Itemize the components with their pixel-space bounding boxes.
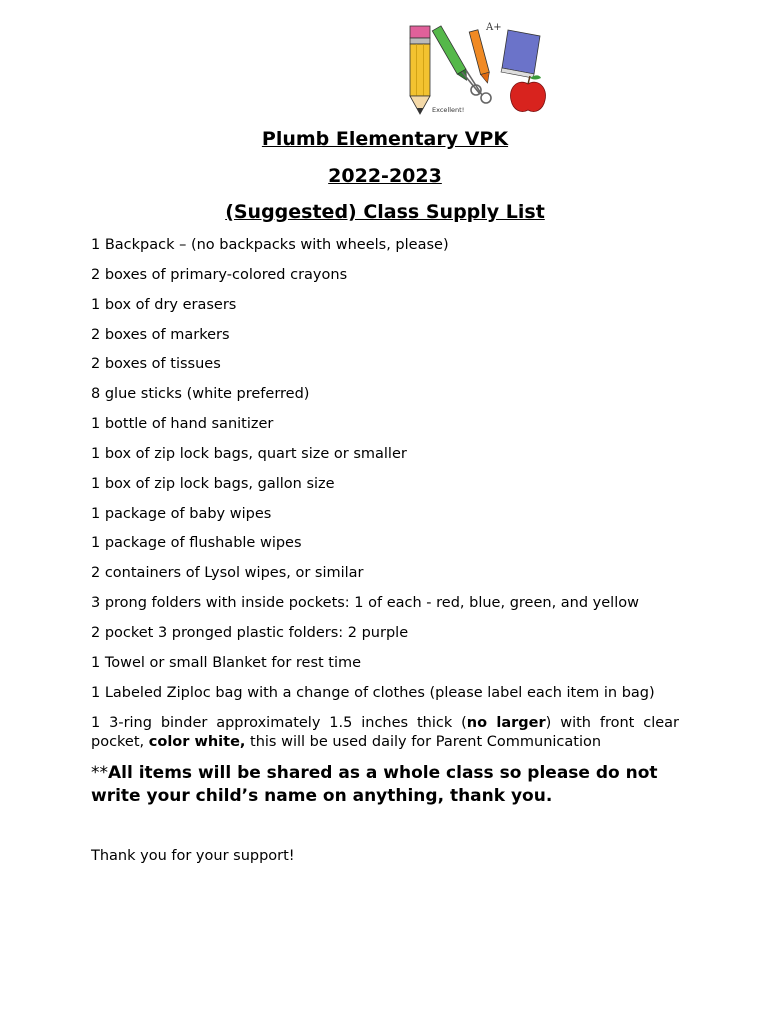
school-supplies-clipart bbox=[400, 18, 550, 118]
marker-icon bbox=[432, 26, 471, 83]
list-title: (Suggested) Class Supply List bbox=[225, 201, 545, 223]
list-item: 1 Labeled Ziploc bag with a change of clothes (please label each item in bag) bbox=[91, 684, 655, 701]
grade-mark: A+ bbox=[486, 22, 502, 33]
list-item: 2 boxes of primary-colored crayons bbox=[91, 266, 348, 283]
school-title: Plumb Elementary VPK bbox=[261, 128, 509, 150]
shared-items-note bbox=[91, 762, 691, 808]
pencil-icon bbox=[410, 26, 430, 114]
binder-list-item bbox=[91, 714, 679, 752]
book-icon bbox=[501, 30, 540, 78]
list-item: 2 pocket 3 pronged plastic folders: 2 purple bbox=[91, 624, 409, 641]
list-item: 2 boxes of tissues bbox=[91, 356, 221, 373]
binder-emphasis: no larger bbox=[466, 714, 546, 731]
list-item: 8 glue sticks (white preferred) bbox=[91, 386, 310, 403]
binder-emphasis: color white, bbox=[148, 733, 246, 750]
binder-text: 1 3-ring binder approximately 1.5 inches thick ( bbox=[91, 714, 467, 731]
list-item: 1 package of flushable wipes bbox=[91, 535, 302, 552]
list-item: 1 package of baby wipes bbox=[91, 505, 272, 522]
list-item: 1 Towel or small Blanket for rest time bbox=[91, 654, 362, 671]
binder-text: ) with front clear pocket, bbox=[91, 714, 679, 750]
list-item: 2 containers of Lysol wipes, or similar bbox=[91, 565, 364, 582]
clipart-caption: Excellent! bbox=[432, 106, 465, 114]
crayon-icon bbox=[469, 30, 492, 84]
list-item: 1 box of dry erasers bbox=[91, 296, 237, 313]
note-prefix: ** bbox=[91, 763, 108, 783]
list-item: 2 boxes of markers bbox=[91, 326, 230, 343]
binder-text: this will be used daily for Parent Communication bbox=[245, 733, 602, 750]
apple-icon bbox=[510, 75, 545, 111]
school-year: 2022-2023 bbox=[328, 165, 442, 187]
list-item: 3 prong folders with inside pockets: 1 of each - red, blue, green, and yellow bbox=[91, 595, 639, 612]
note-text: All items will be shared as a whole class so please do not write your child’s name on anything, thank you. bbox=[91, 763, 658, 806]
list-item: 1 bottle of hand sanitizer bbox=[91, 416, 274, 433]
closing-text: Thank you for your support! bbox=[91, 848, 295, 864]
supply-list bbox=[91, 236, 679, 752]
list-item: 1 box of zip lock bags, quart size or smaller bbox=[91, 445, 407, 462]
list-item: 1 Backpack – (no backpacks with wheels, please) bbox=[91, 237, 449, 253]
list-item: 1 box of zip lock bags, gallon size bbox=[91, 475, 335, 492]
